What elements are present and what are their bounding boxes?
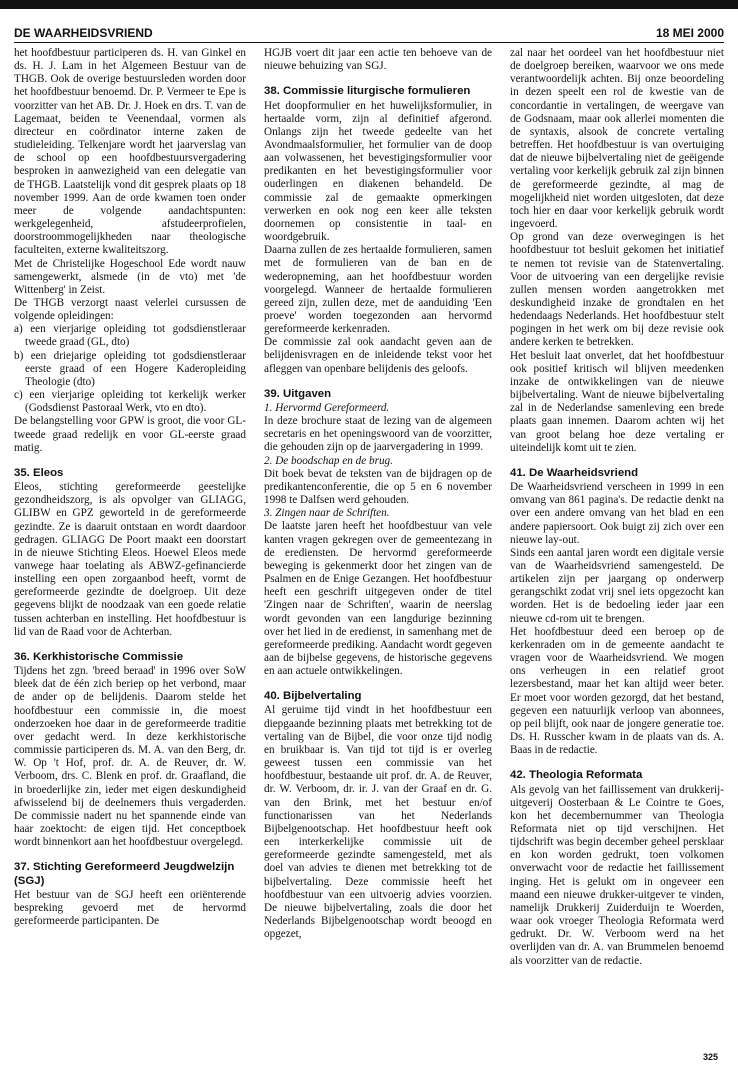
top-bar: [0, 0, 738, 9]
publication-title: DE WAARHEIDSVRIEND: [14, 26, 153, 40]
section-heading: 39. Uitgaven: [264, 387, 332, 400]
paragraph: De belangstelling voor GPW is groot, die voor GL-tweede graad redelijk en voor GL-eerste graad matig.: [14, 415, 246, 454]
section-heading: 37. Stichting Gereformeerd Jeugdwelzijn (SGJ): [14, 861, 235, 887]
paragraph: Sinds een aantal jaren wordt een digitale versie van de Waarheidsvriend samengesteld. De artikelen zijn per jaargang op onderwerp gerangschikt zodat vrij snel iets opgezocht kan worden. Het is de bedoeling ieder jaar een nieuwe cd-rom uit te brengen.: [510, 546, 724, 625]
section-heading: 41. De Waarheidsvriend: [510, 466, 639, 479]
list-item: b) een driejarige opleiding tot godsdienstleraar eerste graad of een Hogere Kaderopleiding Theologie (dto): [14, 349, 246, 388]
paragraph: zal naar het oordeel van het hoofdbestuur niet de doelgroep bereiken, waarvoor we ons mede verantwoordelijk achten. Bij onze beoordeling in dezen speelt een rol de kwestie van de concordantie in vertalingen, de weergave van de Godsnaam, maar ook allerlei momenten die de syntaxis, alsook de concrete vertaling betreffen. Het hoofdbestuur is van overtuiging dat de nieuwe bijbelvertaling niet de geëigende vertaling voor kerkelijk gebruik zal zijn binnen de gereformeerde gezindte, al mag de mogelijkheid niet worden uitgesloten, dat deze toch hier en daar voor kerkelijk gebruik wordt ingevoerd.: [510, 47, 724, 231]
paragraph: Op grond van deze overwegingen is het hoofdbestuur tot besluit gekomen het initiatief te nemen tot revisie van de Statenvertaling. Voor de uitvoering van een dergelijke revisie zullen mensen worden aangetrokken met deskundigheid inzake de grondtalen en het hedendaags Nederlands. Het hoofdbestuur stelt pogingen in het werk om bij deze revisie ook andere kerken te betrekken.: [510, 231, 724, 349]
subsection-title: 2. De boodschap en de brug.: [264, 454, 393, 467]
list-item: a) een vierjarige opleiding tot godsdienstleraar tweede graad (GL, dto): [14, 323, 246, 349]
paragraph: Eleos, stichting gereformeerde geestelijke gezondheidszorg, is als opvolger van GLIAGG, GLIBW en GPZ geworteld in de gereformeerde gezindte. Ze is daaruit ontstaan en wordt daardoor gedragen. GLIAGG De Poort maakt een doorstart in de nieuwe Stichting Eleos. Hoewel Eleos mede vanwege haar toelating als ABWZ-gefinancierde instelling een open zorgaanbod heeft, vormt de gereformeerde gezindte de doelgroep. Uit deze gegevens blijkt de noodzaak van een goede relatie tussen achterban en instelling. Het hoofdbestuur is lid van de Raad voor de Achterban.: [14, 481, 246, 638]
paragraph: In deze brochure staat de lezing van de algemeen secretaris en het openingswoord van de voorzitter, die gehouden zijn op de jaarvergadering in 1999.: [264, 415, 492, 454]
paragraph: HGJB voert dit jaar een actie ten behoeve van de nieuwe behuizing van SGJ.: [264, 47, 492, 73]
paragraph: Dit boek bevat de teksten van de bijdragen op de predikantenconferentie, die op 5 en 6 november 1998 te Dalfsen werd gehouden.: [264, 467, 492, 507]
paragraph: Het besluit laat onverlet, dat het hoofdbestuur ook positief kritisch wil blijven meedenken inzake de ontwikkelingen van de nieuwe bijbelvertaling. Want de nieuwe bijbelvertaling zal in de Nederlandse samenleving een brede plaats gaan innemen. Daarom achten wij het van groot belang hoe deze vertaling er uiteindelijk komt uit te zien.: [510, 349, 724, 454]
paragraph: Daarna zullen de zes hertaalde formulieren, samen met de formulieren van de ban en de wederopneming, aan het hoofdbestuur worden voorgelegd. Wanneer de hertaalde formulieren gereed zijn, zullen deze, met de aanduiding 'Een proeve' worden toegezonden aan hervormd gereformeerde kerkenraden.: [264, 244, 492, 336]
paragraph: Het hoofdbestuur deed een beroep op de kerkenraden om in de gemeente aandacht te vragen voor de Waarheidsvriend. We mogen ons verheugen in een relatief groot lezersbestand, maar het kan altijd weer beter. Er moet voor worden gezorgd, dat het bestand, gegeven een natuurlijk verloop van abonnees, op peil blijft, ook naar de jongere generatie toe. Ds. H. Russcher kwam in de plaats van ds. A. Baas in de redactie.: [510, 625, 724, 757]
masthead: [14, 26, 724, 40]
paragraph: Het bestuur van de SGJ heeft een oriënterende bespreking gevoerd met de hervormd gereformeerde participanten. De: [14, 888, 246, 928]
list-item: c) een vierjarige opleiding tot kerkelijk werker (Godsdienst Pastoraal Werk, vto en dto).: [14, 389, 246, 415]
paragraph: De commissie zal ook aandacht geven aan de belijdenisvragen en de inleidende tekst voor het afleggen van openbare belijdenis des geloofs.: [264, 336, 492, 375]
issue-date: 18 MEI 2000: [655, 26, 724, 40]
paragraph: het hoofdbestuur participeren ds. H. van Ginkel en ds. H. J. Lam in het Algemeen Bestuur van de THGB. Ook de overige bestuursleden worden door het hoofdbestuur benoemd. Dr. P. Vermeer te Epe is voorzitter van het AB. Dr. J. Hoek en drs. T. van de Lagemaat, beiden te Veenendaal, vormen als directeur en coördinator interne zaken de studieleiding. Telkenjare wordt het jaarverslag van de school op een hoofdbestuursvergadering besproken in aanwezigheid van een delegatie van de THGB. Laatstelijk vond dit gesprek plaats op 18 november 1999. Aan de orde kwamen toen onder meer de volgende aandachtspunten: werkgelegenheid, afstudeerprofielen, doorstroommogelijkheden naar theologische faculteiten, externe kwaliteitszorg.: [14, 47, 246, 257]
paragraph: Al geruime tijd vindt in het hoofdbestuur een diepgaande bezinning plaats met betrekking tot de vertaling van de Bijbel, die voor onze tijd nodig en bruikbaar is. Van tijd tot tijd is er overleg geweest tussen een commissie van het hoofdbestuur, bestaande uit prof. dr. A. de Reuver, dr. W. Verboom, dr. ir. J. van der Graaf en dr. G. van den Brink, met het bestuur en/of functionarissen van het Nederlands Bijbelgenootschap. Het hoofdbestuur heeft ook een interkerkelijke commissie uit de gereformeerde gezindte samengesteld, met als doel van advies te dienen met betrekking tot de bijbelvertaling. Deze commissie heeft het hoofdbestuur van een uitvoerig advies voorzien. De nieuwe bijbelvertaling, zoals die door het Nederlands Bijbelgenootschap wordt beoogd en opgezet,: [264, 704, 492, 941]
column-2: [264, 47, 492, 941]
page-number: 325: [702, 1052, 718, 1062]
paragraph: De THGB verzorgt naast velerlei cursussen de volgende opleidingen:: [14, 296, 246, 323]
paragraph: De Waarheidsvriend verscheen in 1999 in een omvang van 861 pagina's. De redactie denkt na over een andere omvang van het blad en een andere papiersoort. Ook buigt zij zich over een nieuwe lay-out.: [510, 481, 724, 546]
paragraph: De laatste jaren heeft het hoofdbestuur van vele kanten vragen gekregen over de gemeentezang in de erediensten. De hervormd gereformeerde beweging is gekenmerkt door het zingen van de Psalmen en de Enige Gezangen. Het hoofdbestuur heeft een geschrift uitgegeven onder de titel 'Zingen naar de Schriften', waarin de neerslag wordt gevonden van een langdurige bezinning over het lied in de eredienst, in samenhang met de gereformeerde prediking. Aandacht wordt gegeven aan de bijbelse gegevens, de historische gegevens en aan actuele ontwikkelingen.: [264, 520, 492, 678]
paragraph: Met de Christelijke Hogeschool Ede wordt nauw samengewerkt, alsmede (in de vto) met 'de Wittenberg' in Zeist.: [14, 257, 246, 296]
programme-list: [14, 323, 246, 415]
column-3: [510, 47, 724, 968]
section-heading: 42. Theologia Reformata: [510, 769, 643, 782]
column-1: [14, 47, 246, 928]
section-heading: 38. Commissie liturgische formulieren: [264, 85, 471, 98]
subsection-title: 3. Zingen naar de Schriften.: [264, 507, 390, 520]
paragraph: Tijdens het zgn. 'breed beraad' in 1996 over SoW bleek dat de één zich beriep op het verbond, maar de ander op de belijdenis. Daarom stelde het hoofdbestuur een commissie in, die moest onderzoeken hoe daar in de gereformeerde traditie over gedacht werd. In deze kerkhistorische commissie participeren ds. M. A. van den Berg, dr. W. Op 't Hof, prof. dr. A. de Reuver, dr. W. Verboom, drs. C. Blenk en prof. dr. Graafland, die in broederlijke zin, ieder met eigen deskundigheid afwisselend bij de deelnemers thuis vergaderden. De commissie nadert nu het spannende einde van haar zoektocht: de eigen tijd. Het conceptboek wordt binnenkort aan het hoofdbestuur overgelegd.: [14, 665, 246, 849]
section-heading: 40. Bijbelvertaling: [264, 690, 362, 703]
header-rule: [14, 42, 724, 43]
section-heading: 35. Eleos: [14, 466, 64, 479]
paragraph: Als gevolg van het faillissement van drukkerij-uitgeverij Oosterbaan & Le Cointre te Goes, kon het decembernummer van Theologia Reformata niet op tijd verschijnen. Het tijdschrift was begin december geheel persklaar en kon worden gedrukt, toen volkomen onverwacht voor de redactie het faillissement inging. Het is gelukt om in ongeveer een maand een nieuwe drukker-uitgever te vinden, namelijk Drukkerij Zuiderduijn te Woerden, waar ook vroeger Theologia Reformata werd gedrukt. Dr. W. Verboom werd na het overlijden van dr. A. van Brummelen benoemd als voorzitter van de redactie.: [510, 783, 724, 967]
paragraph: Het doopformulier en het huwelijksformulier, in hertaalde vorm, zijn al definitief afgerond. Onlangs zijn het tweede gedeelte van het Avondmaalsformulier, het formulier van de doop aan volwassenen, het bevestigingsformulier voor predikanten en het bevestigingsformulier voor ouderlingen en diakenen behandeld. De commissie zal de gemaakte opmerkingen verwerken en ook nog een keer alle teksten doornemen op consistentie in taal- en woordgebruik.: [264, 99, 492, 244]
subsection-title: 1. Hervormd Gereformeerd.: [264, 402, 390, 414]
section-heading: 36. Kerkhistorische Commissie: [14, 650, 184, 663]
